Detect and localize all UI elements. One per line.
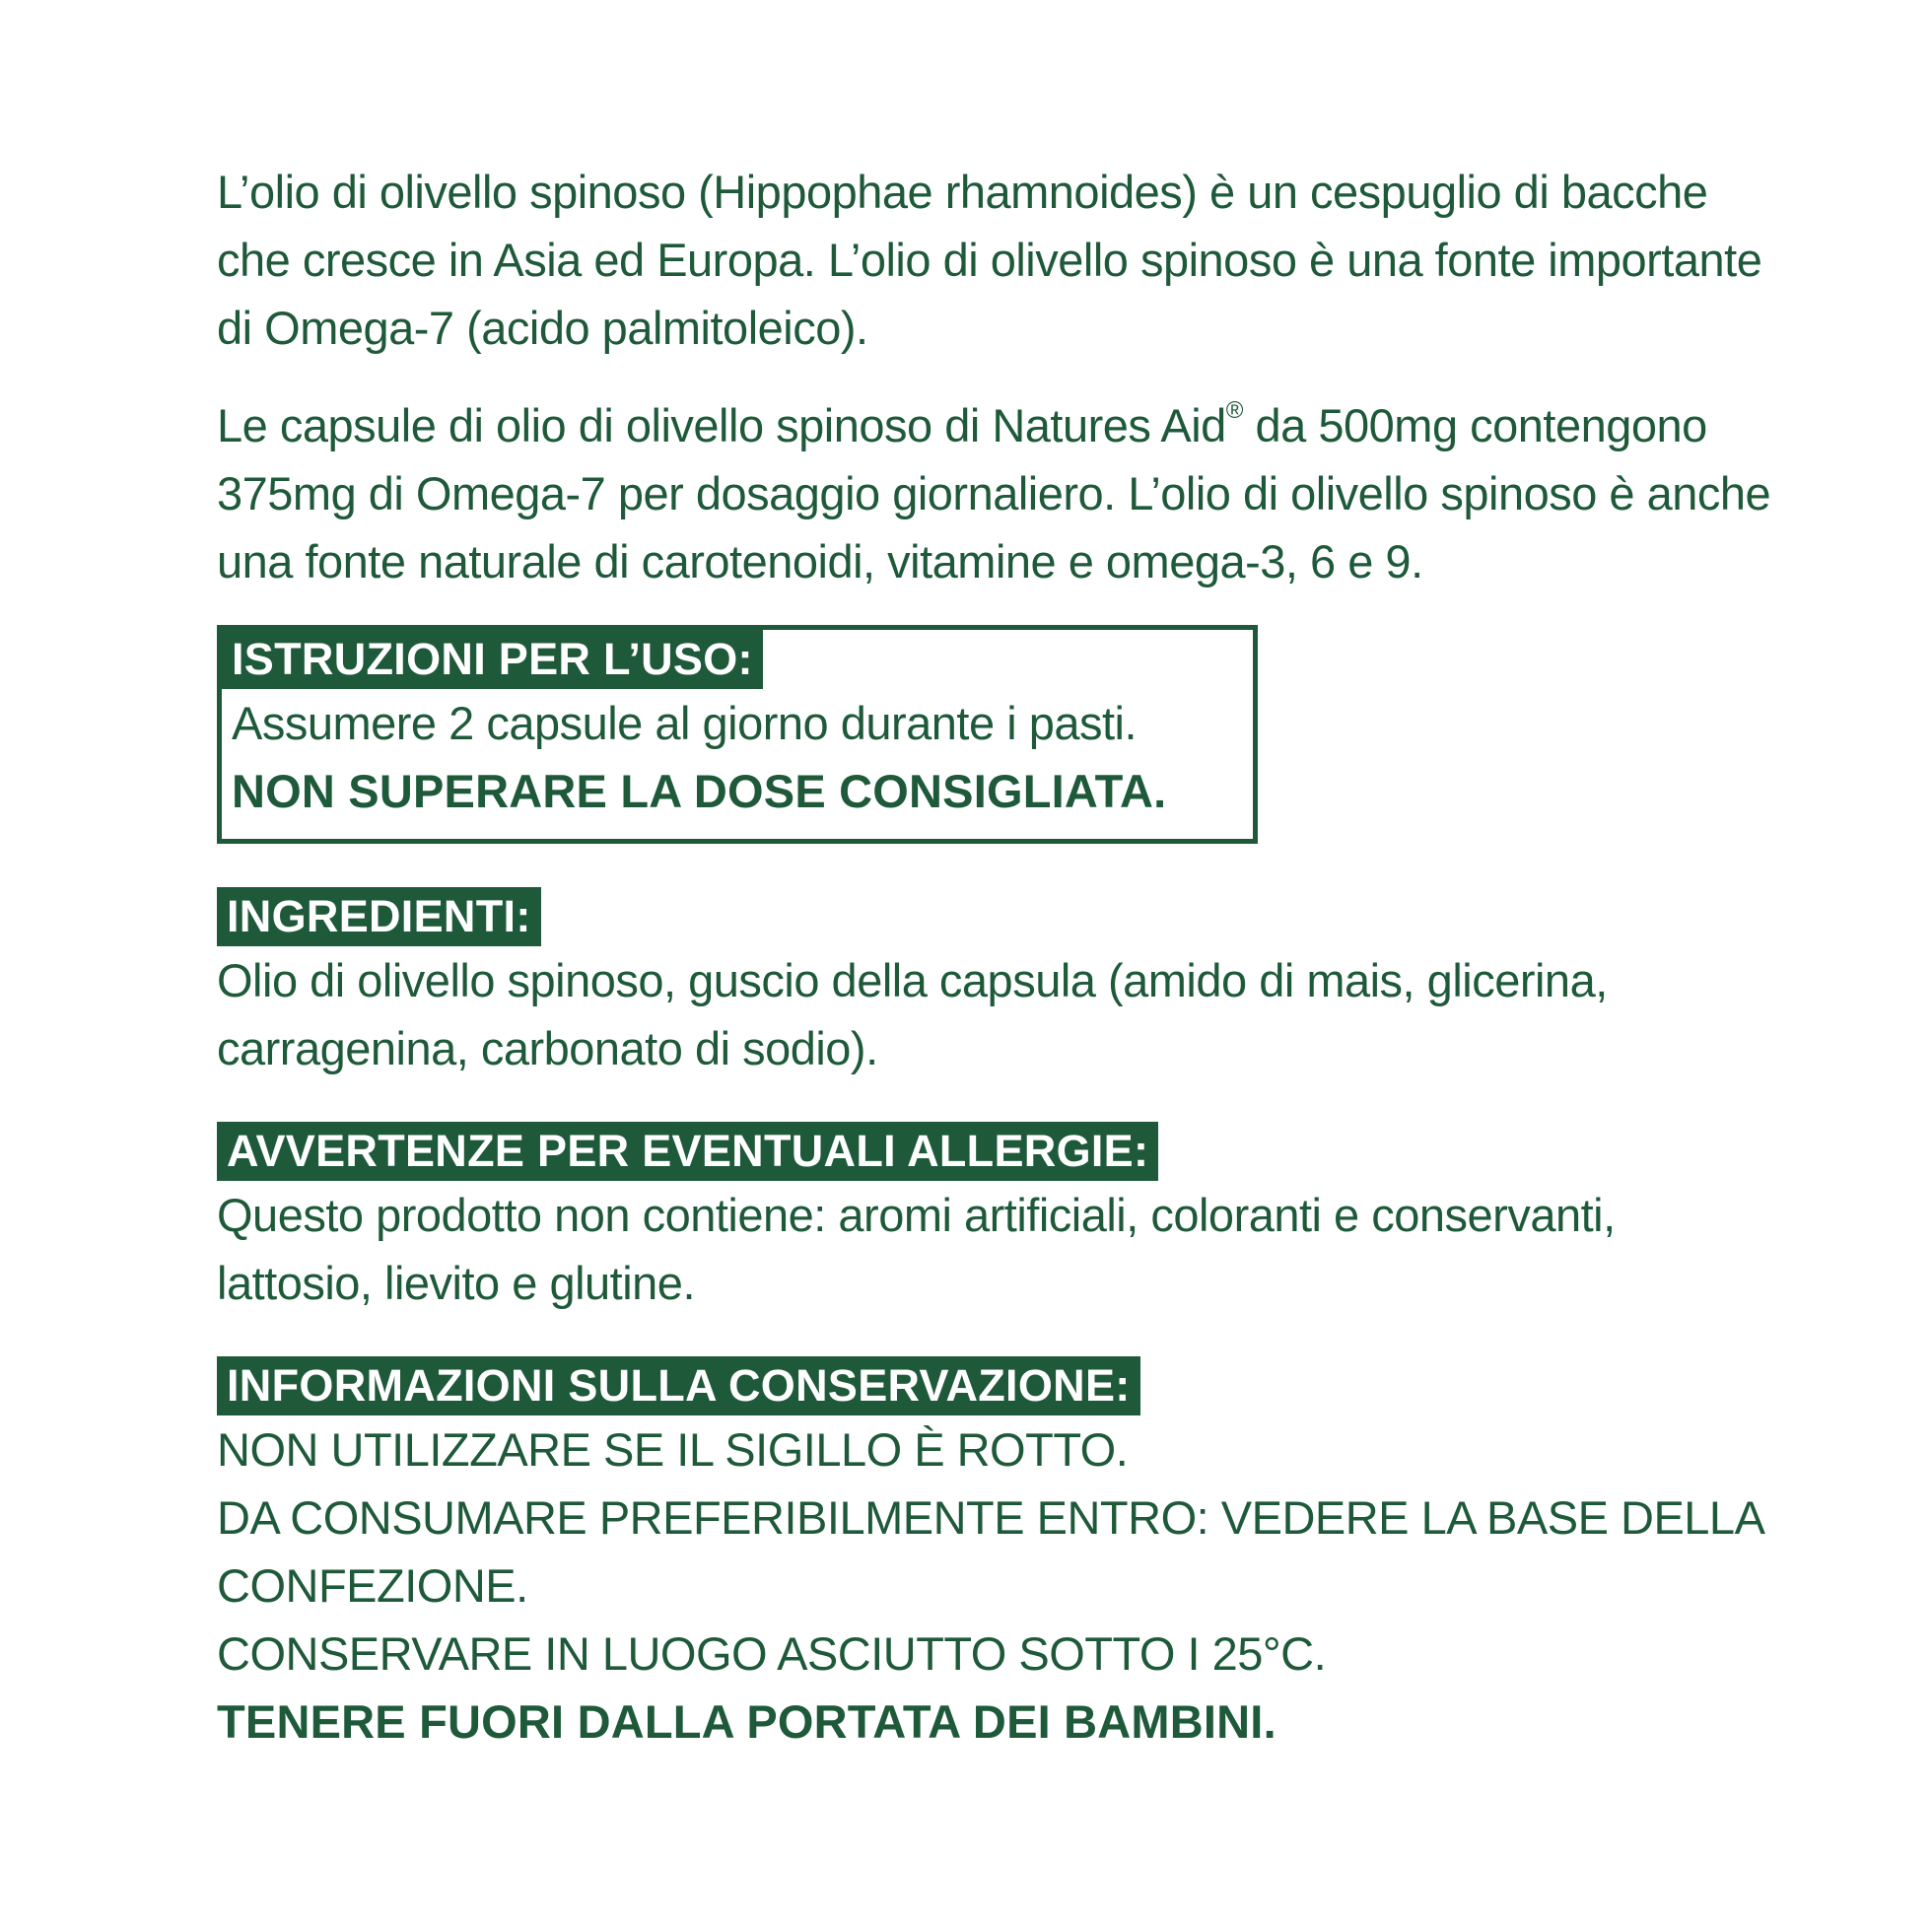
product-info <box>217 158 1774 1756</box>
usage-label: ISTRUZIONI PER L’USO: <box>222 630 763 689</box>
ingredients-text: Olio di olivello spinoso, guscio della capsula (amido di mais, glicerina, carragenina, carbonato di sodio). <box>217 954 1608 1074</box>
storage-line-expiry: DA CONSUMARE PREFERIBILMENTE ENTRO: VEDERE LA BASE DELLA CONFEZIONE. <box>217 1491 1762 1612</box>
storage-line-temperature: CONSERVARE IN LUOGO ASCIUTTO SOTTO I 25°C. <box>217 1627 1327 1680</box>
usage-box <box>217 625 1258 844</box>
storage-label: INFORMAZIONI SULLA CONSERVAZIONE: <box>217 1356 1140 1415</box>
allergy-section <box>217 1122 1774 1317</box>
storage-body <box>217 1415 1774 1756</box>
storage-section <box>217 1356 1774 1756</box>
usage-warning: NON SUPERARE LA DOSE CONSIGLIATA. <box>232 765 1167 817</box>
usage-text: Assumere 2 capsule al giorno durante i pasti. <box>232 697 1138 749</box>
registered-mark: ® <box>1225 397 1243 424</box>
allergy-label: AVVERTENZE PER EVENTUALI ALLERGIE: <box>217 1122 1158 1181</box>
intro-paragraph-1: L’olio di olivello spinoso (Hippophae rhamnoides) è un cespuglio di bacche che cresce in Asia ed Europa. L’olio di olivello spinoso è una fonte importante di Omega-7 (acido palmitoleico). <box>217 166 1762 354</box>
intro-paragraph-2-end: da 500mg contengono 375mg di Omega-7 per dosaggio giornaliero. L’olio di olivello spinoso è anche una fonte naturale di carotenoidi, vitamine e omega-3, 6 e 9. <box>217 399 1771 587</box>
storage-warning: TENERE FUORI DALLA PORTATA DEI BAMBINI. <box>217 1695 1276 1748</box>
intro-paragraph-2-start: Le capsule di olio di olivello spinoso di Natures Aid <box>217 399 1226 451</box>
intro-paragraph-2 <box>217 391 1774 595</box>
allergy-text: Questo prodotto non contiene: aromi artificiali, coloranti e conservanti, lattosio, lievito e glutine. <box>217 1189 1616 1309</box>
ingredients-section <box>217 887 1774 1082</box>
ingredients-label: INGREDIENTI: <box>217 887 541 946</box>
storage-line-seal: NON UTILIZZARE SE IL SIGILLO È ROTTO. <box>217 1423 1129 1476</box>
usage-body <box>222 689 1253 825</box>
